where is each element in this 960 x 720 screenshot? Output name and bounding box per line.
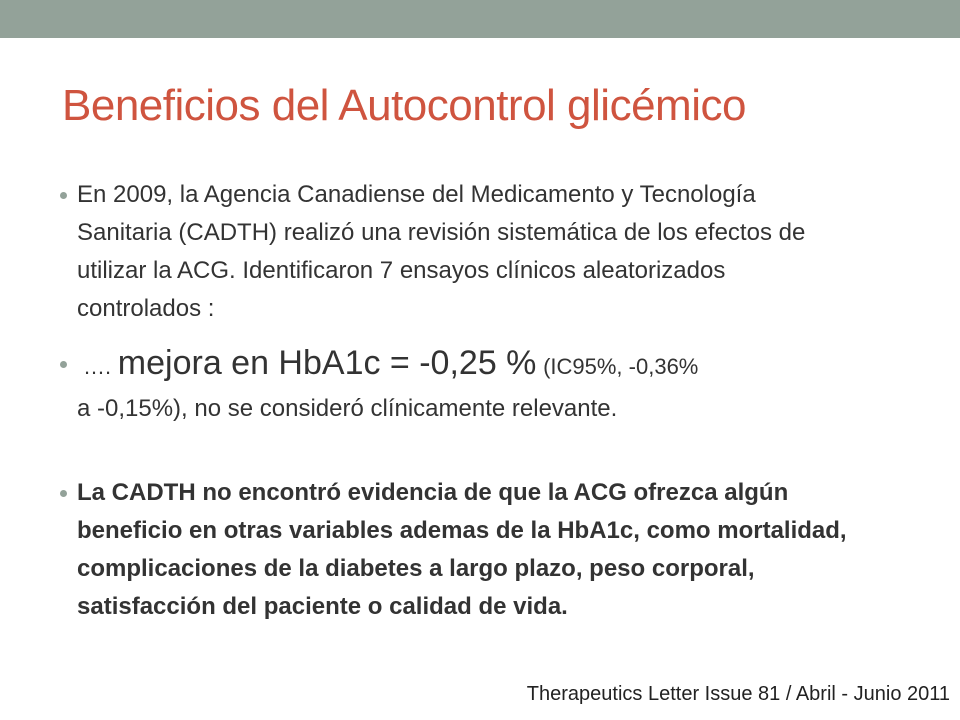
bullet-list bbox=[60, 176, 900, 626]
bullet-text: En 2009, la Agencia Canadiense del Medicamento y Tecnología Sanitaria (CADTH) realizó una revisión sistemática de los efectos de utilizar la ACG. Identificaron 7 ensayos clínicos aleatorizados controlados : bbox=[77, 181, 806, 322]
confidence-interval: (IC95%, -0,36% bbox=[543, 354, 699, 379]
bullet-text: La CADTH no encontró evidencia de que la ACG ofrezca algún beneficio en otras variables ademas de la HbA1c, como mortalidad, complicaciones de la diabetes a largo plazo, peso corporal, satisfacción del paciente o calidad de vida. bbox=[77, 479, 847, 620]
slide-title: Beneficios del Autocontrol glicémico bbox=[62, 81, 746, 130]
hba1c-highlight: mejora en HbA1c = -0,25 % bbox=[117, 344, 537, 382]
source-citation: Therapeutics Letter Issue 81 / Abril - Junio 2011 bbox=[526, 683, 950, 705]
bullet-item-no-benefit bbox=[60, 474, 897, 626]
bullet-dot-icon bbox=[60, 361, 67, 368]
bullet-text: a -0,15%), no se consideró clínicamente relevante. bbox=[77, 395, 618, 422]
bullet-ellipsis: …. bbox=[83, 354, 112, 379]
top-accent-bar bbox=[0, 0, 960, 38]
bullet-item-hba1c-result bbox=[60, 342, 877, 430]
bullet-dot-icon bbox=[60, 192, 67, 199]
bullet-item-cadth-review bbox=[60, 176, 837, 328]
bullet-dot-icon bbox=[60, 490, 67, 497]
